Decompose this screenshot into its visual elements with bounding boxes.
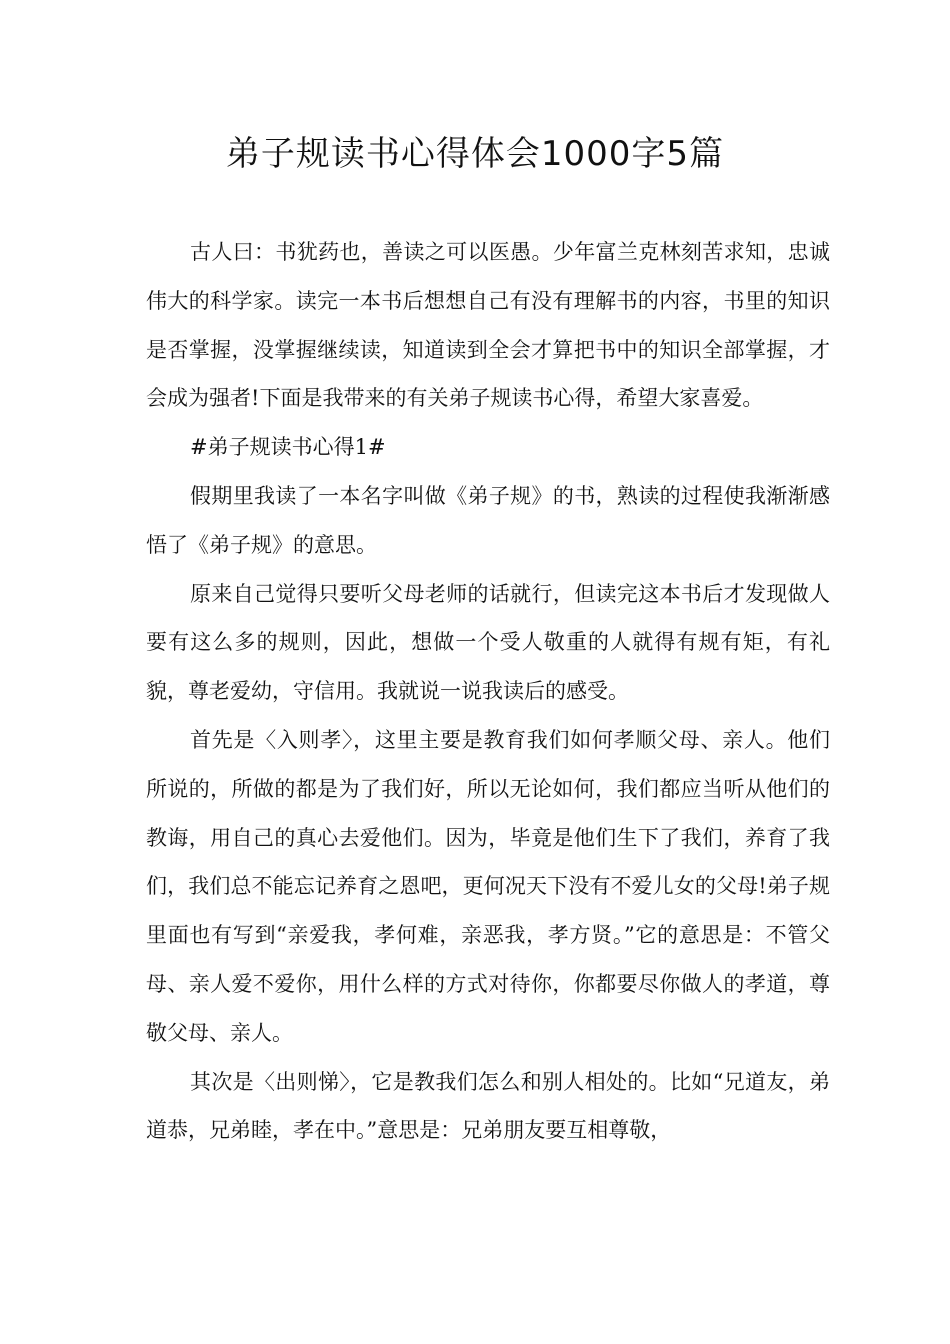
paragraph: 其次是〈出则悌〉，它是教我们怎么和别人相处的。比如“兄道友，弟道恭，兄弟睦，孝在中。”意思是：兄弟朋友要互相尊敬， xyxy=(146,1069,830,1143)
document-title: 弟子规读书心得体会1000字5篇 xyxy=(225,134,725,174)
paragraph: 首先是〈入则孝〉，这里主要是教育我们如何孝顺父母、亲人。他们所说的，所做的都是为了我们好，所以无论如何，我们都应当听从他们的教诲，用自己的真心去爱他们。因为，毕竟是他们生下了我们，养育了我们，我们总不能忘记养育之恩吧，更何况天下没有不爱儿女的父母!弟子规里面也有写到“亲爱我，孝何难，亲恶我，孝方贤。”它的意思是：不管父母、亲人爱不爱你，用什么样的方式对待你，你都要尽你做人的孝道，尊敬父母、亲人。 xyxy=(146,727,830,1045)
paragraph-section-heading: #弟子规读书心得1# xyxy=(190,435,386,460)
paragraph: 原来自己觉得只要听父母老师的话就行，但读完这本书后才发现做人要有这么多的规则，因此，想做一个受人敬重的人就得有规有矩，有礼貌，尊老爱幼，守信用。我就说一说我读后的感受。 xyxy=(146,581,830,704)
paragraph-intro: 古人曰：书犹药也，善读之可以医愚。少年富兰克林刻苦求知，忠诚伟大的科学家。读完一本书后想想自己有没有理解书的内容，书里的知识是否掌握，没掌握继续读，知道读到全会才算把书中的知识全部掌握，才会成为强者!下面是我带来的有关弟子规读书心得，希望大家喜爱。 xyxy=(146,240,830,411)
document-body xyxy=(146,228,830,1155)
paragraph: 假期里我读了一本名字叫做《弟子规》的书，熟读的过程使我渐渐感悟了《弟子规》的意思。 xyxy=(146,483,830,557)
